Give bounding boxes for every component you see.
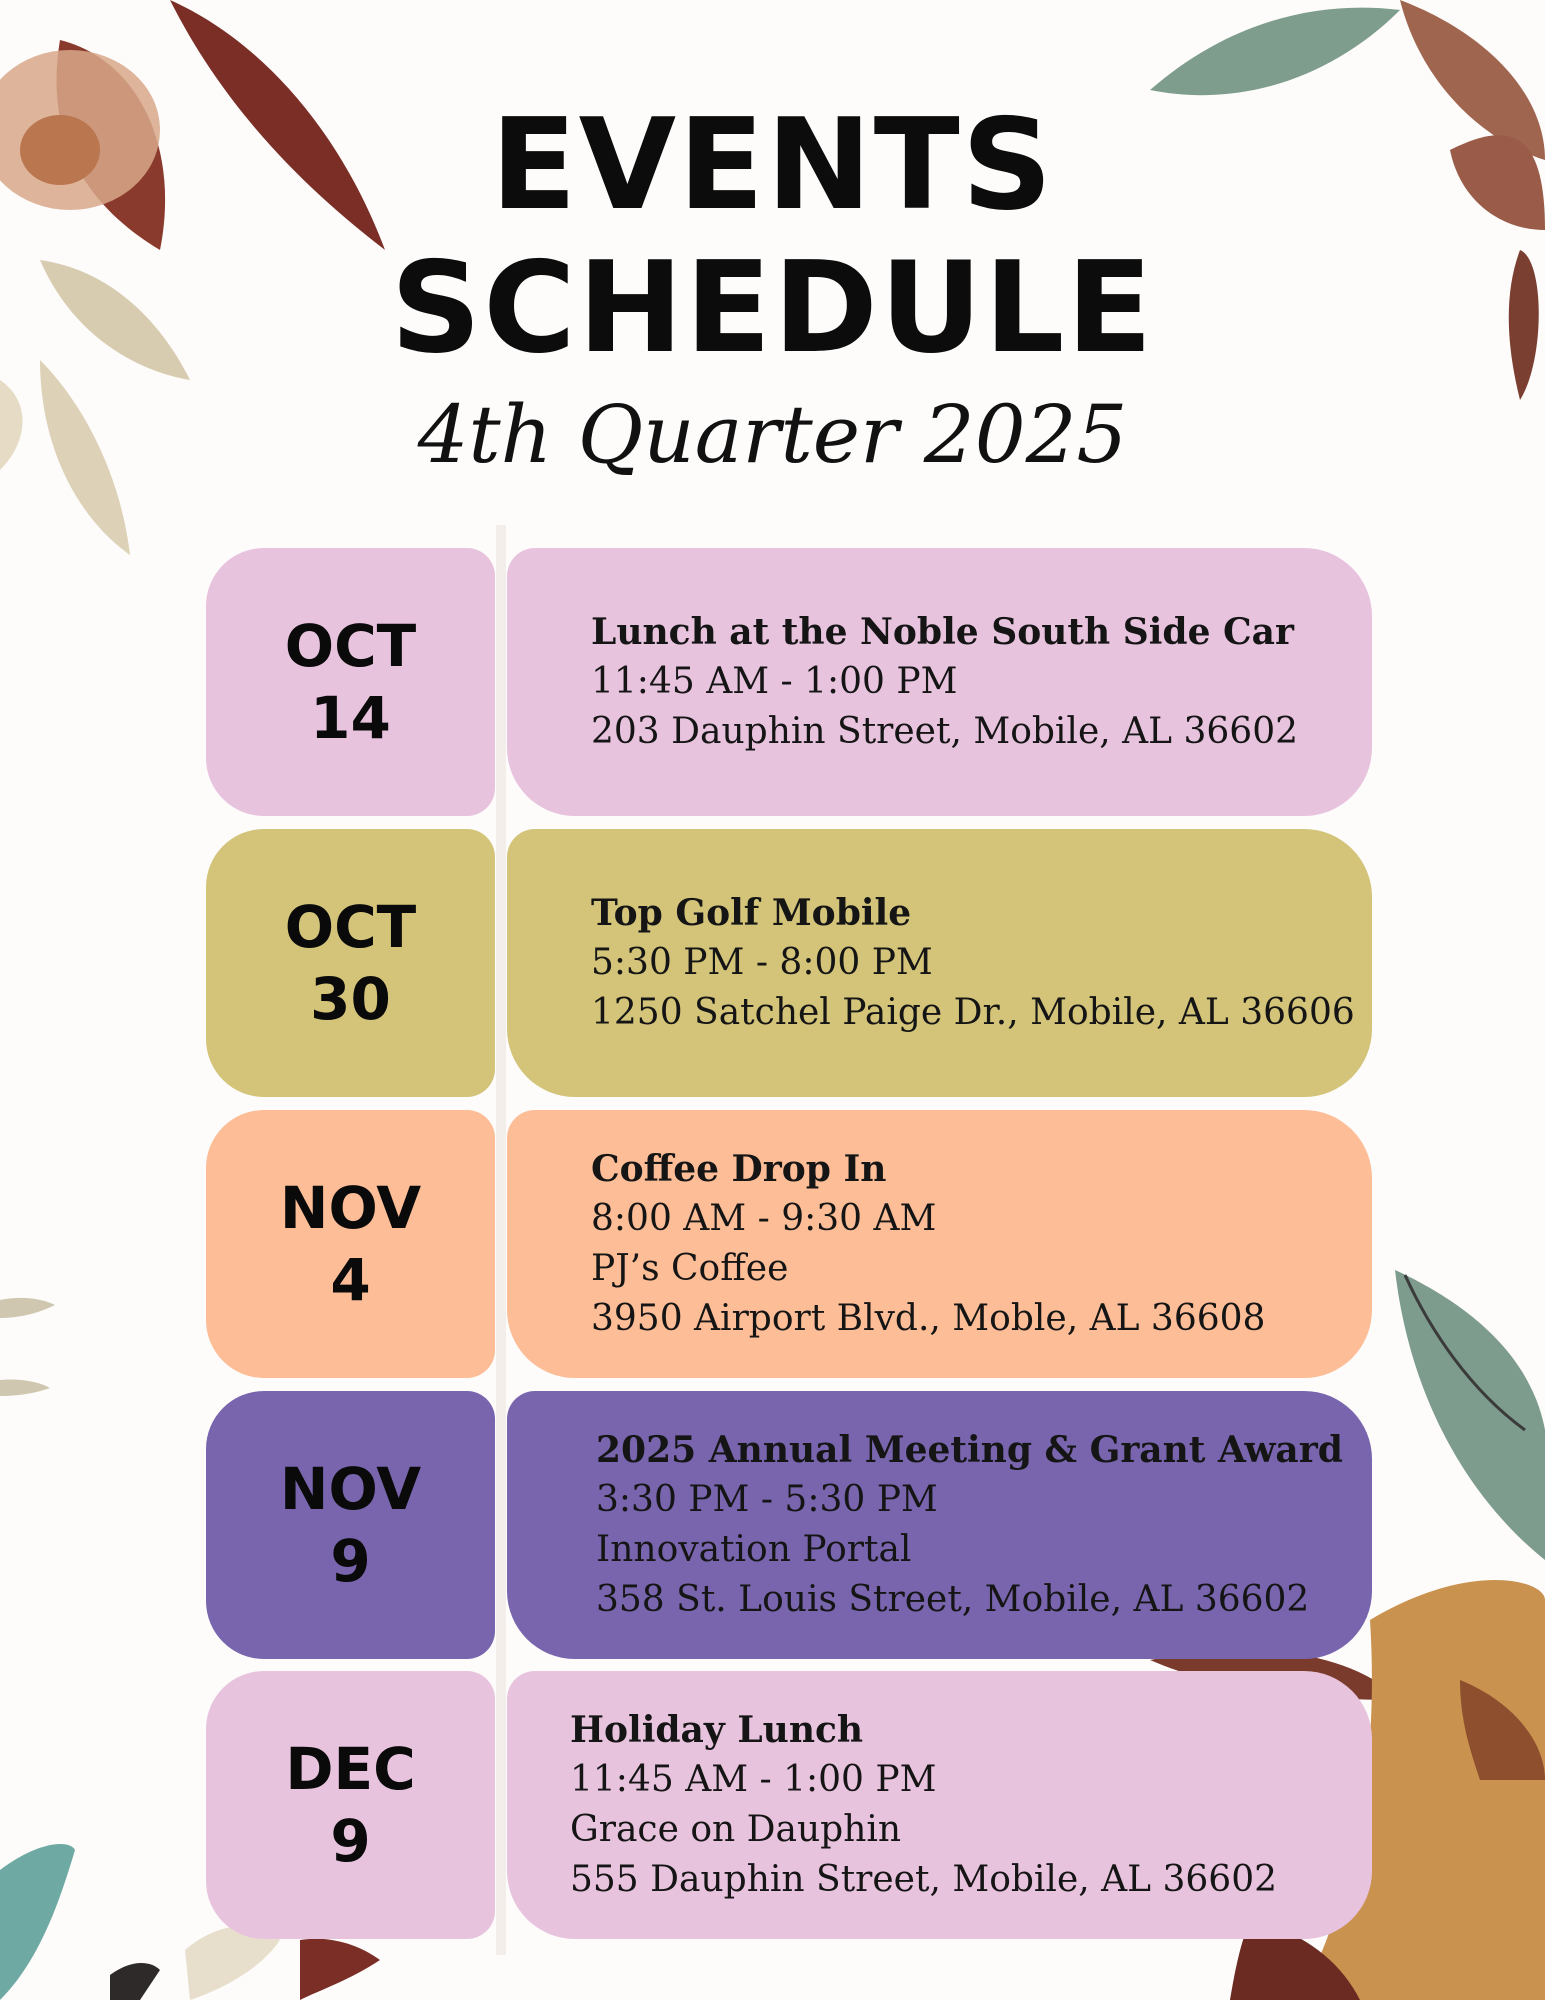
leaf-icon <box>1150 8 1400 96</box>
event-month: OCT <box>284 612 417 680</box>
event-date-badge <box>206 1110 495 1378</box>
event-date-badge <box>206 829 495 1097</box>
event-day: 14 <box>310 684 391 752</box>
event-venue: PJ’s Coffee <box>591 1248 789 1289</box>
event-date-badge <box>206 548 495 816</box>
event-day: 9 <box>330 1527 371 1595</box>
event-details <box>507 1671 1372 1939</box>
event-venue: Innovation Portal <box>596 1529 912 1570</box>
event-time: 5:30 PM - 8:00 PM <box>591 942 933 983</box>
event-month: NOV <box>279 1174 422 1242</box>
event-date-badge <box>206 1671 495 1939</box>
leaf-icon <box>0 1379 50 1396</box>
event-title: Coffee Drop In <box>591 1148 887 1190</box>
event-details <box>507 1110 1372 1378</box>
event-time: 11:45 AM - 1:00 PM <box>591 661 958 702</box>
page-subtitle: 4th Quarter 2025 <box>417 388 1128 481</box>
event-day: 30 <box>310 965 391 1033</box>
event-details <box>507 829 1372 1097</box>
leaf-icon <box>1395 1270 1545 1560</box>
page-title-line-2: SCHEDULE <box>390 234 1155 381</box>
leaf-icon <box>300 1939 380 2000</box>
event-row <box>206 1671 1372 1939</box>
event-month: DEC <box>285 1735 416 1803</box>
leaf-icon <box>0 1298 55 1318</box>
event-title: Top Golf Mobile <box>591 892 912 934</box>
event-row <box>206 1110 1372 1378</box>
event-address: 555 Dauphin Street, Mobile, AL 36602 <box>570 1859 1278 1900</box>
event-address: 3950 Airport Blvd., Moble, AL 36608 <box>591 1298 1266 1339</box>
event-day: 9 <box>330 1807 371 1875</box>
event-month: NOV <box>279 1455 422 1523</box>
page-title-line-1: EVENTS <box>490 91 1055 238</box>
event-month: OCT <box>284 893 417 961</box>
event-row <box>206 1391 1372 1659</box>
event-time: 3:30 PM - 5:30 PM <box>596 1479 938 1520</box>
event-title: 2025 Annual Meeting & Grant Award <box>596 1429 1343 1471</box>
event-row <box>206 548 1372 816</box>
event-address: 1250 Satchel Paige Dr., Mobile, AL 36606 <box>591 992 1355 1033</box>
leaf-icon <box>0 1844 75 2000</box>
event-details <box>507 1391 1372 1659</box>
leaf-icon <box>110 1963 160 2000</box>
event-time: 11:45 AM - 1:00 PM <box>570 1759 937 1800</box>
event-date-badge <box>206 1391 495 1659</box>
event-title: Holiday Lunch <box>570 1709 864 1751</box>
event-day: 4 <box>330 1246 371 1314</box>
event-row <box>206 829 1372 1097</box>
event-address: 203 Dauphin Street, Mobile, AL 36602 <box>591 711 1299 752</box>
event-time: 8:00 AM - 9:30 AM <box>591 1198 937 1239</box>
event-venue: Grace on Dauphin <box>570 1809 902 1850</box>
event-details <box>507 548 1372 816</box>
event-title: Lunch at the Noble South Side Car <box>591 611 1294 653</box>
event-address: 358 St. Louis Street, Mobile, AL 36602 <box>596 1579 1310 1620</box>
